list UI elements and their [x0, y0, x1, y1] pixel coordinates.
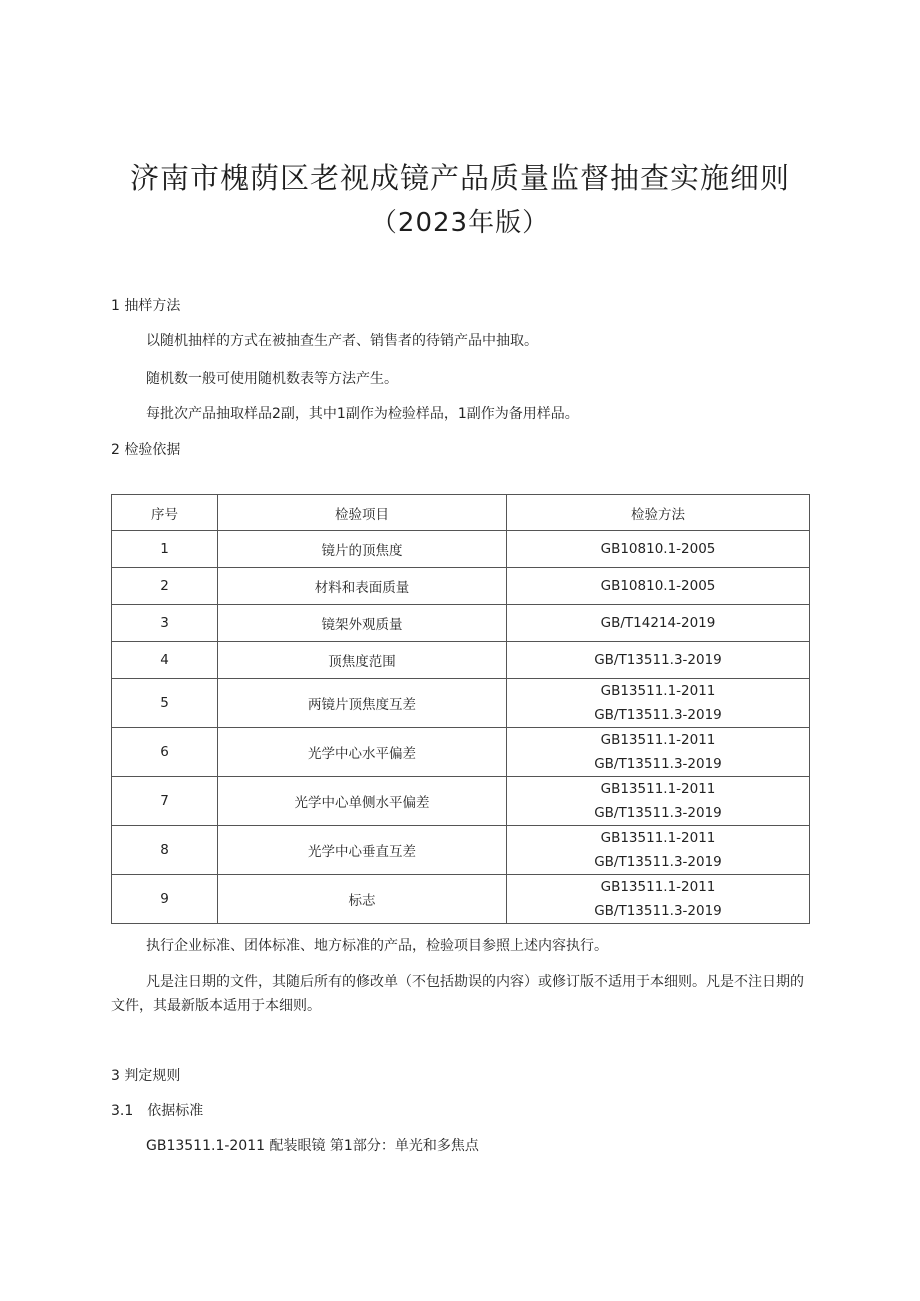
paragraph: 每批次产品抽取样品2副，其中1副作为检验样品，1副作为备用样品。	[146, 406, 579, 422]
cell-item: 材料和表面质量	[218, 568, 507, 605]
cell-no: 8	[112, 826, 218, 875]
cell-method: GB10810.1-2005	[507, 568, 810, 605]
cell-method	[507, 826, 810, 875]
cell-item: 标志	[218, 875, 507, 924]
cell-method: GB10810.1-2005	[507, 531, 810, 568]
table-row	[112, 875, 810, 924]
method-line: GB13511.1-2011	[600, 732, 716, 748]
cell-item: 光学中心垂直互差	[218, 826, 507, 875]
table-header-row	[112, 495, 810, 531]
cell-item: 镜架外观质量	[218, 605, 507, 642]
method-line: GB13511.1-2011	[600, 683, 716, 699]
note-paragraph: 凡是注日期的文件，其随后所有的修改单（不包括勘误的内容）或修订版不适用于本细则。凡是不注日期的文件，其最新版本适用于本细则。	[111, 974, 804, 1014]
method-line: GB/T13511.3-2019	[594, 805, 722, 821]
table-row	[112, 531, 810, 568]
cell-method	[507, 875, 810, 924]
cell-no: 6	[112, 728, 218, 777]
table-row	[112, 728, 810, 777]
table-row	[112, 568, 810, 605]
cell-method	[507, 728, 810, 777]
document-title: 济南市槐荫区老视成镜产品质量监督抽查实施细则	[129, 161, 790, 195]
method-line: GB/T13511.3-2019	[594, 756, 722, 772]
section-2-heading: 2 检验依据	[111, 442, 181, 458]
cell-method	[507, 679, 810, 728]
standard-item: GB13511.1-2011 配装眼镜 第1部分：单光和多焦点	[146, 1138, 479, 1154]
section-1-heading: 1 抽样方法	[111, 298, 181, 314]
method-line: GB/T13511.3-2019	[594, 707, 722, 723]
header-no: 序号	[112, 495, 218, 531]
document-edition: （2023年版）	[370, 208, 550, 238]
cell-no: 2	[112, 568, 218, 605]
cell-item: 两镜片顶焦度互差	[218, 679, 507, 728]
inspection-table	[111, 494, 810, 924]
cell-no: 5	[112, 679, 218, 728]
cell-method: GB/T13511.3-2019	[507, 642, 810, 679]
method-line: GB13511.1-2011	[600, 830, 716, 846]
section-3-heading: 3 判定规则	[111, 1068, 181, 1084]
table-row	[112, 826, 810, 875]
header-method: 检验方法	[507, 495, 810, 531]
cell-no: 3	[112, 605, 218, 642]
table-row	[112, 679, 810, 728]
method-line: GB13511.1-2011	[600, 781, 716, 797]
cell-no: 9	[112, 875, 218, 924]
method-line: GB/T13511.3-2019	[594, 854, 722, 870]
cell-no: 1	[112, 531, 218, 568]
cell-no: 7	[112, 777, 218, 826]
cell-no: 4	[112, 642, 218, 679]
cell-item: 光学中心水平偏差	[218, 728, 507, 777]
note-paragraph: 执行企业标准、团体标准、地方标准的产品，检验项目参照上述内容执行。	[146, 938, 608, 954]
table-row	[112, 605, 810, 642]
paragraph: 随机数一般可使用随机数表等方法产生。	[146, 371, 398, 387]
cell-item: 光学中心单侧水平偏差	[218, 777, 507, 826]
header-item: 检验项目	[218, 495, 507, 531]
table-row	[112, 642, 810, 679]
cell-method: GB/T14214-2019	[507, 605, 810, 642]
method-line: GB/T13511.3-2019	[594, 903, 722, 919]
cell-item: 镜片的顶焦度	[218, 531, 507, 568]
section-3-1-heading: 3.1 依据标准	[111, 1103, 204, 1119]
cell-item: 顶焦度范围	[218, 642, 507, 679]
method-line: GB13511.1-2011	[600, 879, 716, 895]
table-row	[112, 777, 810, 826]
paragraph: 以随机抽样的方式在被抽查生产者、销售者的待销产品中抽取。	[146, 333, 538, 349]
cell-method	[507, 777, 810, 826]
